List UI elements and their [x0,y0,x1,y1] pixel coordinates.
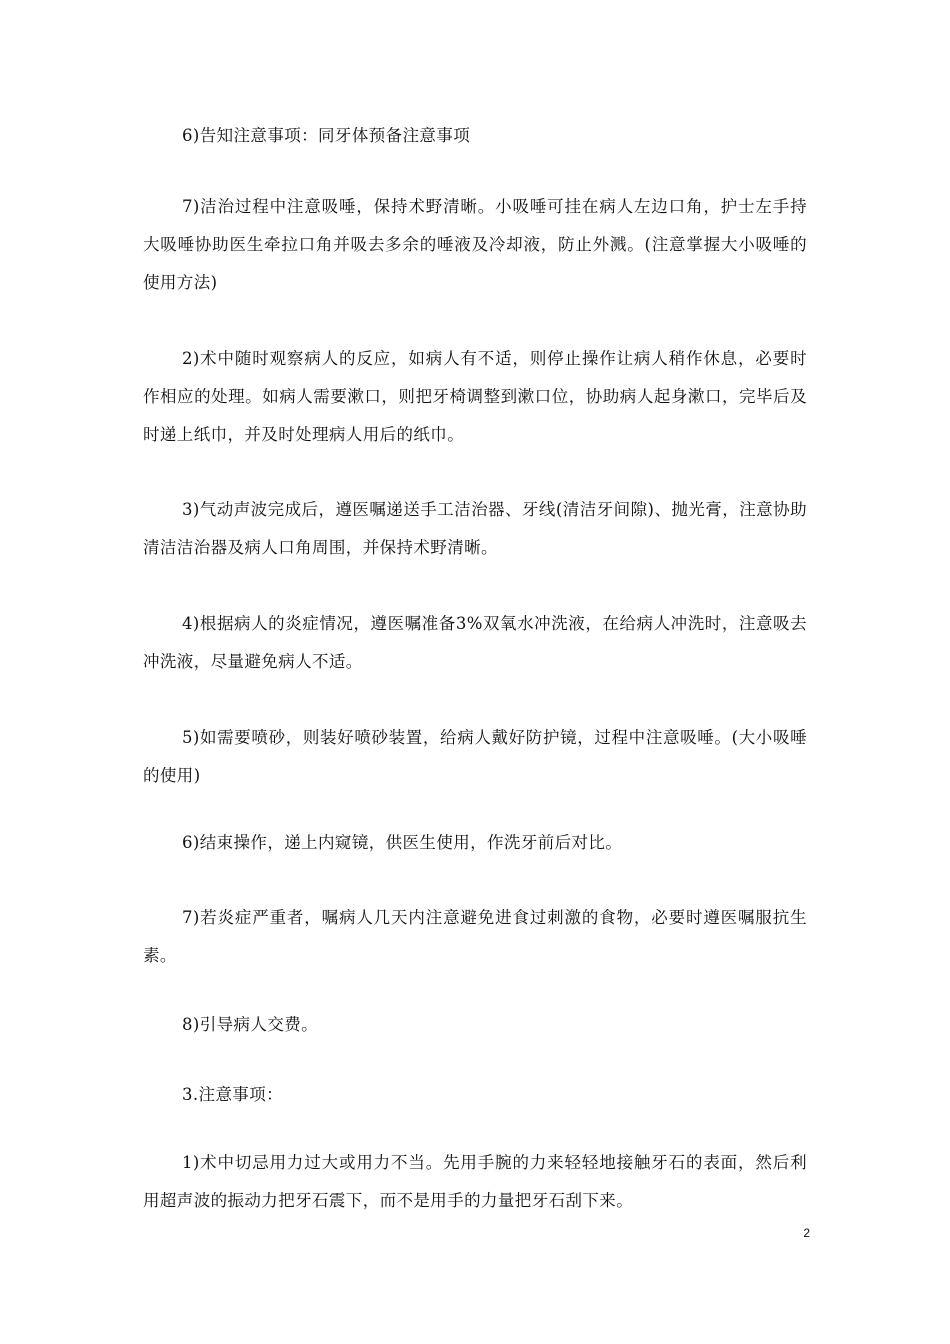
paragraph-force-caution: 1)术中切忌用力过大或用力不当。先用手腕的力来轻轻地接触牙石的表面，然后利用超声波的振动力把牙石震下，而不是用手的力量把牙石刮下来。 [143,1153,807,1210]
paragraph-observe-patient: 2)术中随时观察病人的反应，如病人有不适，则停止操作让病人稍作休息，必要时作相应的处理。如病人需要漱口，则把牙椅调整到漱口位，协助病人起身漱口，完毕后及时递上纸巾，并及时处理病人用后的纸巾。 [143,349,807,444]
paragraph-endoscope: 6)结束操作，递上内窥镜，供医生使用，作洗牙前后对比。 [182,833,623,852]
paragraph-manual-scaler: 3)气动声波完成后，遵医嘱递送手工洁治器、牙线(清洁牙间隙)、抛光膏，注意协助清洁洁治器及病人口角周围，并保持术野清晰。 [143,500,807,557]
paragraph-peroxide-rinse: 4)根据病人的炎症情况，遵医嘱准备3%双氧水冲洗液，在给病人冲洗时，注意吸去冲洗液，尽量避免病人不适。 [143,614,807,671]
paragraph-sandblasting: 5)如需要喷砂，则装好喷砂装置，给病人戴好防护镜，过程中注意吸唾。(大小吸唾的使用) [143,728,807,785]
paragraph-precautions-notice: 6)告知注意事项：同牙体预备注意事项 [182,126,471,145]
paragraph-suction-during-scaling: 7)洁治过程中注意吸唾，保持术野清晰。小吸唾可挂在病人左边口角，护士左手持大吸唾协助医生牵拉口角并吸去多余的唾液及冷却液，防止外溅。(注意掌握大小吸唾的使用方法) [143,197,807,292]
paragraph-payment: 8)引导病人交费。 [182,1015,319,1034]
paragraph-inflammation-advice: 7)若炎症严重者，嘱病人几天内注意避免进食过刺激的食物，必要时遵医嘱服抗生素。 [143,908,807,965]
page-number: 2 [803,1226,810,1240]
section-heading-precautions: 3.注意事项： [182,1085,284,1104]
